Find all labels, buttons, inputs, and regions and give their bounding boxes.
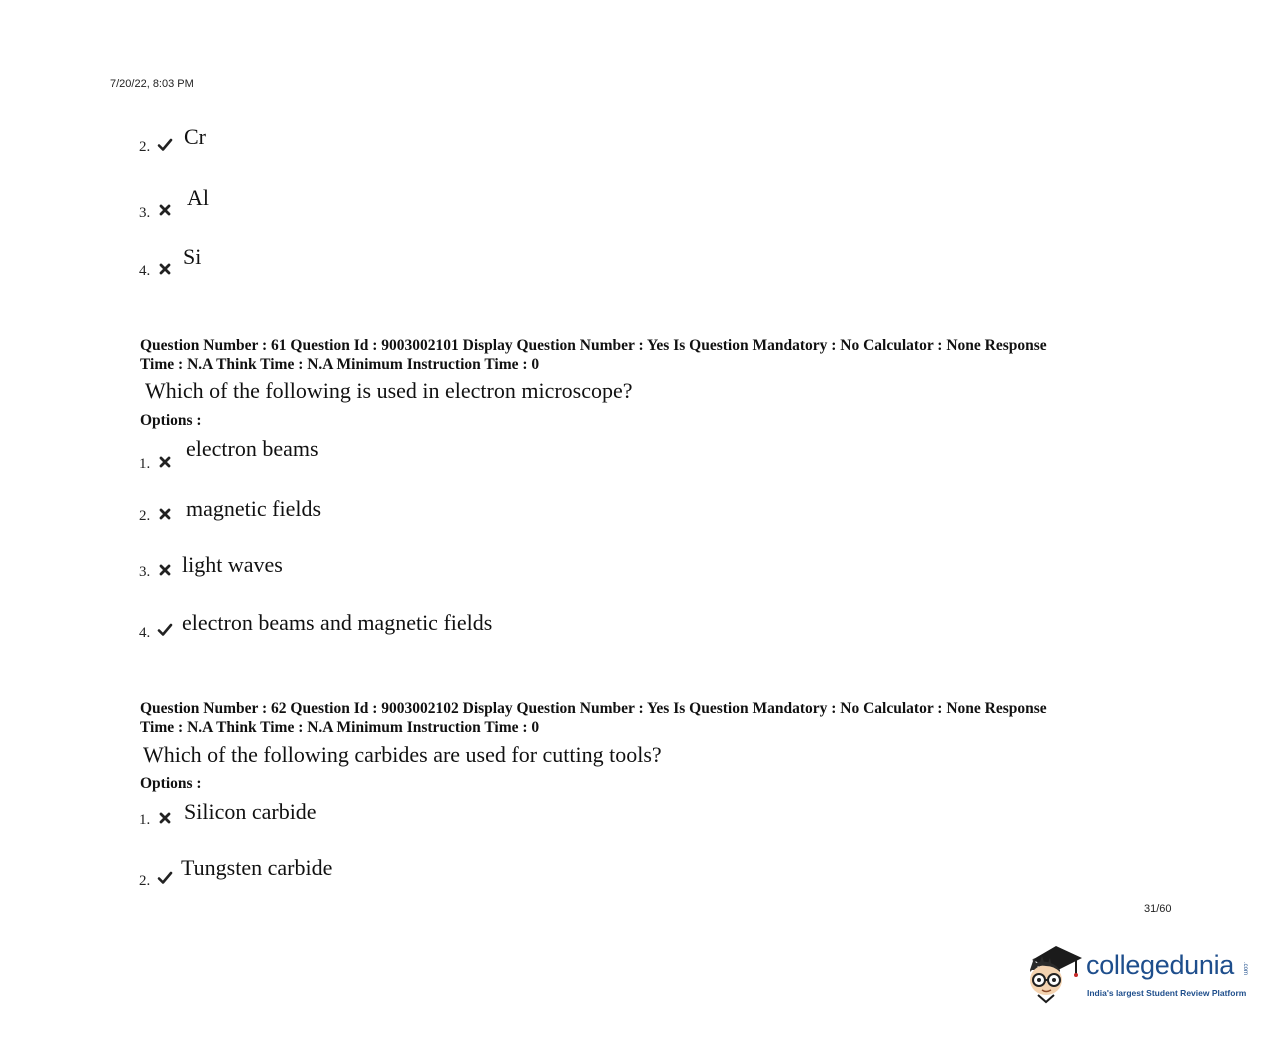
- option-number: 1.: [139, 812, 151, 828]
- cross-icon: [157, 202, 173, 218]
- question-62-text: Which of the following carbides are used for cutting tools?: [143, 742, 662, 767]
- question-meta-line: Time : N.A Think Time : N.A Minimum Instruction Time : 0: [140, 356, 540, 373]
- print-timestamp: 7/20/22, 8:03 PM: [110, 78, 194, 90]
- options-label: Options :: [140, 412, 202, 429]
- option-text: electron beams: [186, 436, 319, 461]
- question-61-meta: [140, 336, 1160, 374]
- options-label: Options :: [140, 775, 202, 792]
- question-meta-line: Time : N.A Think Time : N.A Minimum Instruction Time : 0: [140, 719, 540, 736]
- option-number: 2.: [139, 508, 151, 524]
- option-text: magnetic fields: [186, 496, 322, 521]
- option-number: 2.: [139, 873, 151, 889]
- brand-tagline: India's largest Student Review Platform: [1087, 988, 1247, 998]
- cross-icon: [157, 454, 173, 470]
- cross-icon: [157, 810, 173, 826]
- cross-icon: [157, 261, 173, 277]
- brand-suffix: .com: [1242, 962, 1248, 976]
- option-text: light waves: [182, 552, 283, 577]
- option-number: 4.: [139, 625, 151, 641]
- cross-icon: [157, 506, 173, 522]
- question-61-text: Which of the following is used in electron microscope?: [145, 378, 633, 403]
- option-text: Cr: [184, 124, 206, 149]
- option-number: 3.: [139, 205, 151, 221]
- check-icon: [157, 137, 173, 153]
- mascot-logo-icon: [1024, 940, 1086, 1008]
- question-meta-line: Question Number : 61 Question Id : 9003002101 Display Question Number : Yes Is Question Mandatory : No Calculator : None Response: [140, 337, 1047, 354]
- option-text: Silicon carbide: [184, 799, 317, 824]
- question-meta-line: Question Number : 62 Question Id : 9003002102 Display Question Number : Yes Is Question Mandatory : No Calculator : None Response: [140, 700, 1047, 717]
- option-text: electron beams and magnetic fields: [182, 610, 493, 635]
- option-number: 2.: [139, 139, 151, 155]
- cross-icon: [157, 562, 173, 578]
- option-text: Tungsten carbide: [181, 855, 333, 880]
- option-text: Si: [183, 244, 202, 269]
- brand-name: collegedunia: [1086, 950, 1235, 980]
- option-number: 3.: [139, 564, 151, 580]
- page-number: 31/60: [1144, 903, 1172, 915]
- option-number: 1.: [139, 456, 151, 472]
- check-icon: [157, 622, 173, 638]
- check-icon: [157, 870, 173, 886]
- option-number: 4.: [139, 263, 151, 279]
- option-text: Al: [187, 185, 209, 210]
- question-62-meta: [140, 699, 1160, 737]
